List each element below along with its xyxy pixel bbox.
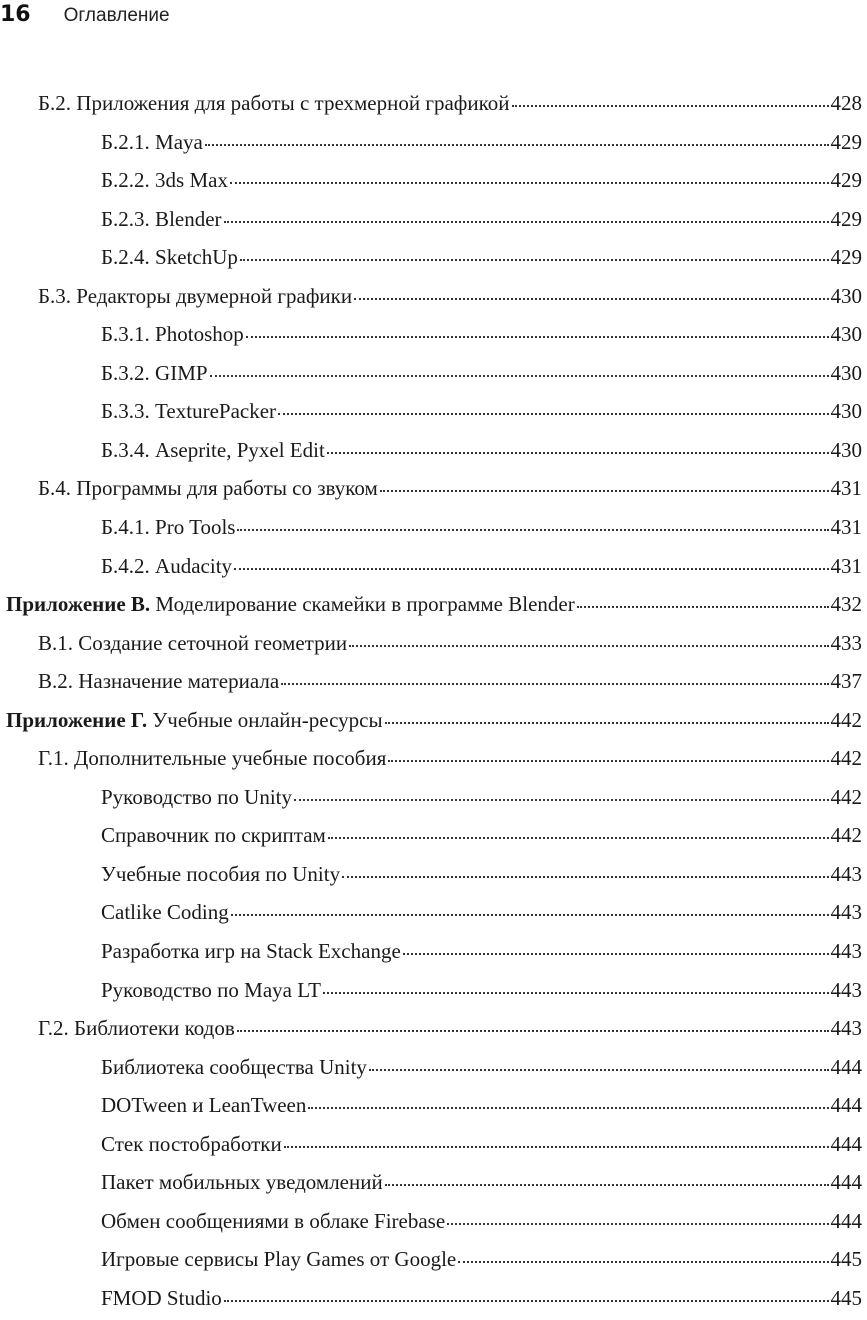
toc-entry[interactable]	[0, 161, 862, 200]
toc-entry[interactable]	[0, 1086, 862, 1125]
toc-entry-label: Б.2.3. Blender	[101, 206, 222, 231]
dot-leader	[380, 489, 829, 492]
dot-leader	[205, 143, 829, 146]
toc-entry-label	[6, 701, 383, 740]
toc-entry-label: Б.2.1. Maya	[101, 129, 203, 154]
toc-entry-label: Справочник по скриптам	[101, 823, 326, 848]
toc-entry-label: FMOD Studio	[101, 1285, 222, 1310]
toc-page-number: 445	[830, 1285, 862, 1310]
dot-leader	[403, 952, 829, 955]
toc-page-number: 430	[830, 283, 862, 308]
toc-page-number: 430	[830, 322, 862, 347]
dot-leader	[210, 374, 829, 377]
toc-entry-label: Библиотека сообщества Unity	[101, 1054, 367, 1079]
toc-page-number: 430	[830, 399, 862, 424]
toc-entry-label: Б.3. Редакторы двумерной графики	[38, 283, 353, 308]
toc-entry-label: Б.3.4. Aseprite, Pyxel Edit	[101, 437, 325, 462]
toc-page-number: 442	[830, 707, 862, 732]
toc-entry-label: DOTween и LeanTween	[101, 1093, 307, 1118]
dot-leader	[284, 1145, 829, 1148]
table-of-contents	[0, 84, 862, 1318]
toc-entry-label: Игровые сервисы Play Games от Google	[101, 1247, 457, 1272]
toc-page-number: 443	[830, 977, 862, 1002]
toc-entry[interactable]	[0, 1009, 862, 1048]
dot-leader	[349, 644, 828, 647]
dot-leader	[237, 528, 828, 531]
toc-entry[interactable]	[0, 123, 862, 162]
toc-page-number: 444	[830, 1170, 862, 1195]
dot-leader	[577, 605, 829, 608]
dot-leader	[388, 759, 828, 762]
dot-leader	[354, 297, 828, 300]
toc-entry-label: Разработка игр на Stack Exchange	[101, 939, 401, 964]
toc-entry[interactable]	[0, 932, 862, 971]
toc-page-number: 432	[830, 592, 862, 617]
dot-leader	[230, 181, 829, 184]
toc-entry[interactable]	[0, 84, 862, 123]
appendix-title: Моделирование скамейки в программе Blender	[155, 592, 575, 617]
dot-leader	[369, 1068, 829, 1071]
toc-entry-label: Руководство по Maya LT	[101, 977, 321, 1002]
toc-entry[interactable]	[0, 392, 862, 431]
toc-page-number: 442	[830, 746, 862, 771]
toc-page-number: 444	[830, 1054, 862, 1079]
toc-entry-label: Catlike Coding	[101, 900, 229, 925]
toc-entry[interactable]	[0, 855, 862, 894]
dot-leader	[447, 1222, 828, 1225]
dot-leader	[512, 104, 829, 107]
toc-page-number: 431	[830, 515, 862, 540]
toc-page-number: 429	[830, 245, 862, 270]
toc-entry-label: Г.1. Дополнительные учебные пособия	[38, 746, 387, 771]
toc-entry-label: Б.2.2. 3ds Max	[101, 168, 228, 193]
toc-page-number: 437	[830, 669, 862, 694]
toc-entry[interactable]	[0, 1202, 862, 1241]
dot-leader	[246, 335, 829, 338]
dot-leader	[281, 682, 828, 685]
toc-page-number: 430	[830, 360, 862, 385]
toc-entry-label: Б.2. Приложения для работы с трехмерной графикой	[38, 91, 510, 115]
toc-page-number: 429	[830, 168, 862, 193]
toc-page-number: 444	[830, 1093, 862, 1118]
toc-page-number: 433	[830, 630, 862, 655]
dot-leader	[294, 798, 828, 801]
toc-entry[interactable]	[0, 508, 862, 547]
toc-page-number: 443	[830, 1016, 862, 1041]
dot-leader	[237, 1029, 829, 1032]
toc-entry-label: Б.4.2. Audacity	[101, 553, 233, 578]
toc-page-number: 442	[830, 823, 862, 848]
toc-entry-label: Б.3.1. Photoshop	[101, 322, 244, 347]
toc-entry-label: Стек постобработки	[101, 1131, 282, 1156]
toc-entry[interactable]	[0, 431, 862, 470]
dot-leader	[328, 836, 829, 839]
toc-entry-label: Б.4. Программы для работы со звуком	[38, 476, 378, 501]
toc-entry-label: В.2. Назначение материала	[38, 669, 280, 694]
toc-entry-label: Учебные пособия по Unity	[101, 861, 341, 886]
toc-entry-label: Обмен сообщениями в облаке Firebase	[101, 1208, 446, 1233]
dot-leader	[323, 991, 829, 994]
toc-page-number: 445	[830, 1247, 862, 1272]
toc-entry-label: Б.4.1. Pro Tools	[101, 515, 236, 540]
toc-page-number: 442	[830, 784, 862, 809]
running-title: Оглавление	[63, 5, 170, 26]
toc-entry[interactable]	[0, 662, 862, 701]
toc-page-number: 429	[830, 206, 862, 231]
toc-entry[interactable]	[0, 739, 862, 778]
toc-page-number: 431	[830, 476, 862, 501]
dot-leader	[385, 721, 829, 724]
toc-entry-label: Руководство по Unity	[101, 784, 293, 809]
appendix-title: Учебные онлайн-ресурсы	[152, 707, 383, 732]
toc-entry-label: Г.2. Библиотеки кодов	[38, 1016, 235, 1041]
toc-entry[interactable]	[0, 624, 862, 663]
toc-entry-label: Б.2.4. SketchUp	[101, 245, 238, 270]
toc-entry[interactable]	[0, 971, 862, 1010]
running-head	[0, 2, 170, 36]
toc-entry[interactable]	[0, 701, 862, 740]
dot-leader	[278, 412, 828, 415]
toc-page-number: 444	[830, 1208, 862, 1233]
appendix-heading: Приложение В.	[6, 592, 151, 617]
dot-leader	[224, 1299, 829, 1302]
dot-leader	[224, 220, 829, 223]
toc-page-number: 443	[830, 900, 862, 925]
toc-entry[interactable]	[0, 469, 862, 508]
toc-page-number: 431	[830, 553, 862, 578]
toc-entry[interactable]	[0, 816, 862, 855]
toc-entry[interactable]	[0, 277, 862, 316]
toc-entry[interactable]	[0, 315, 862, 354]
dot-leader	[327, 451, 829, 454]
dot-leader	[458, 1260, 828, 1263]
toc-entry[interactable]	[0, 200, 862, 239]
toc-entry-label: Б.3.2. GIMP	[101, 360, 208, 385]
toc-entry-label: В.1. Создание сеточной геометрии	[38, 630, 348, 655]
toc-entry[interactable]	[0, 354, 862, 393]
toc-entry[interactable]	[0, 1240, 862, 1279]
toc-entry[interactable]	[0, 1279, 862, 1318]
toc-entry-label: Б.3.3. TexturePacker	[101, 399, 277, 424]
dot-leader	[234, 567, 828, 570]
dot-leader	[231, 913, 829, 916]
toc-entry[interactable]	[0, 893, 862, 932]
toc-entry[interactable]	[0, 1163, 862, 1202]
page-number: 16	[0, 2, 31, 27]
toc-entry[interactable]	[0, 1125, 862, 1164]
toc-page-number: 443	[830, 861, 862, 886]
toc-entry[interactable]	[0, 1048, 862, 1087]
toc-page-number: 444	[830, 1131, 862, 1156]
toc-page-number: 443	[830, 939, 862, 964]
toc-entry[interactable]	[0, 238, 862, 277]
dot-leader	[308, 1106, 828, 1109]
toc-entry[interactable]	[0, 547, 862, 586]
toc-page-number: 429	[830, 129, 862, 154]
dot-leader	[385, 1183, 829, 1186]
toc-page-number: 428	[830, 91, 862, 115]
toc-entry-label: Пакет мобильных уведомлений	[101, 1170, 383, 1195]
toc-page-number: 430	[830, 437, 862, 462]
toc-entry-label	[6, 585, 575, 624]
toc-entry[interactable]	[0, 585, 862, 624]
dot-leader	[342, 875, 828, 878]
appendix-heading: Приложение Г.	[6, 707, 148, 732]
toc-entry[interactable]	[0, 778, 862, 817]
dot-leader	[240, 258, 829, 261]
